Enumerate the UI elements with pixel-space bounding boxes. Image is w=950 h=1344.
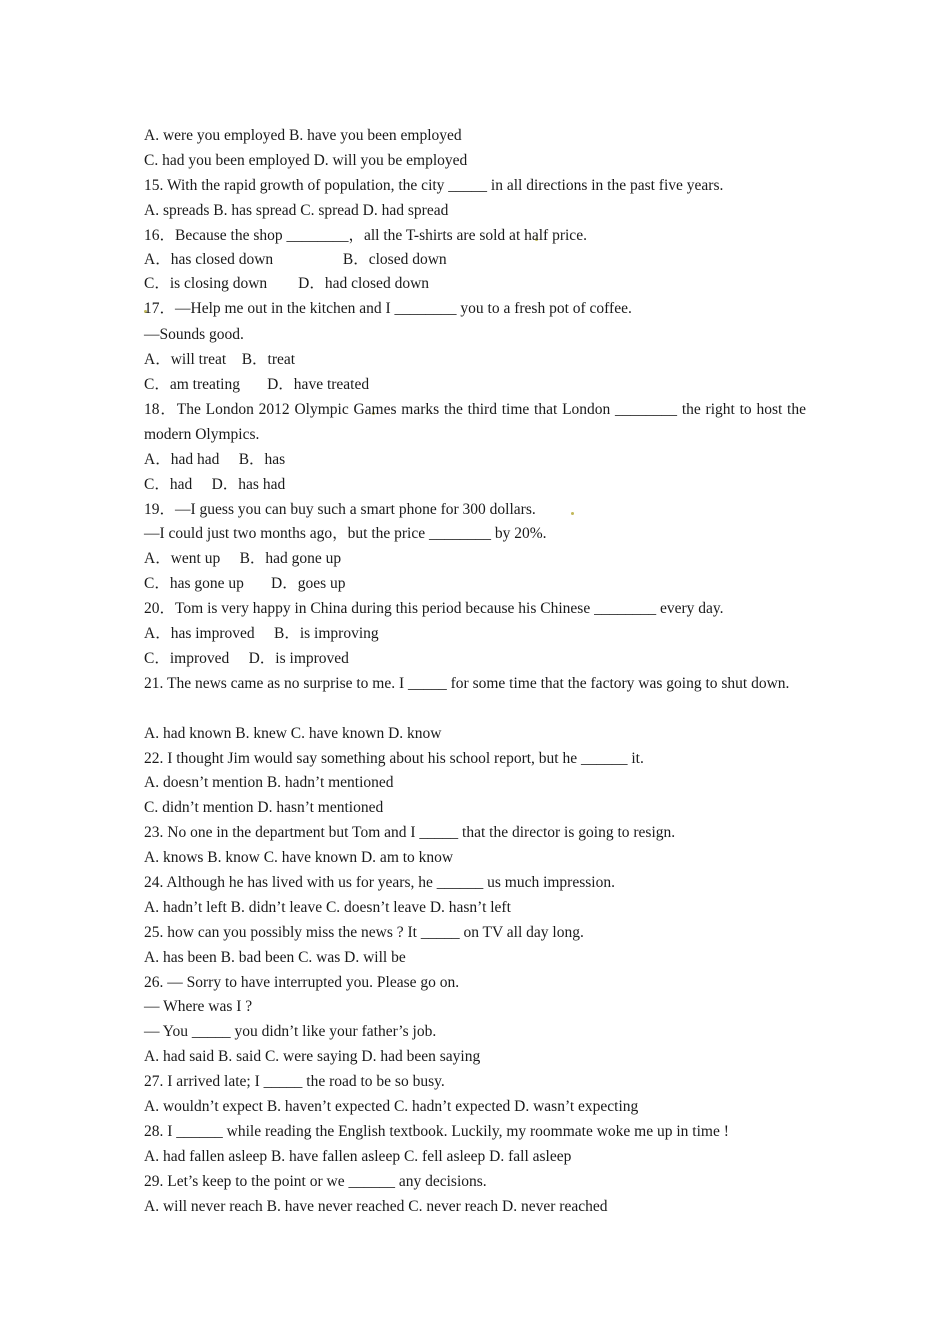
option-line: C. didn’t mention D. hasn’t mentioned [144, 799, 384, 817]
option-line: A. had fallen asleep B. have fallen asleep C. fell asleep D. fall asleep [144, 1147, 572, 1165]
option-line: A. will never reach B. have never reached C. never reach D. never reached [144, 1197, 608, 1215]
question-line: 21. The news came as no surprise to me. I _____ for some time that the factory was going to shut down. [144, 674, 790, 692]
question-line: 23. No one in the department but Tom and I _____ that the director is going to resign. [144, 824, 676, 842]
question-line: 20．Tom is very happy in China during this period because his Chinese ________ every day. [144, 600, 724, 618]
dialogue-line: — You _____ you didn’t like your father’s job. [144, 1023, 437, 1041]
dialogue-line: — Where was I ? [144, 998, 253, 1016]
option-line: A. has been B. bad been C. was D. will be [144, 948, 406, 966]
option-line: A. hadn’t left B. didn’t leave C. doesn’t leave D. hasn’t left [144, 898, 511, 916]
option-line: C．had D．has had [144, 475, 286, 493]
dialogue-line: —I could just two months ago，but the price ________ by 20%. [144, 525, 547, 543]
question-line: 28. I ______ while reading the English textbook. Luckily, my roommate woke me up in time ! [144, 1122, 729, 1140]
option-line: A．went up B．had gone up [144, 550, 342, 568]
option-line: A. wouldn’t expect B. haven’t expected C. hadn’t expected D. wasn’t expecting [144, 1097, 639, 1115]
option-line: A. had known B. knew C. have known D. know [144, 724, 442, 742]
option-line: A. had said B. said C. were saying D. had been saying [144, 1048, 481, 1066]
option-line: C. had you been employed D. will you be employed [144, 151, 468, 169]
option-line: C．has gone up D．goes up [144, 575, 346, 593]
dialogue-line: —Sounds good. [144, 326, 244, 344]
question-line: 16．Because the shop ________，all the T-shirts are sold at half price. [144, 226, 587, 244]
option-line: A．has closed down B．closed down [144, 251, 447, 269]
option-line: C．is closing down D．had closed down [144, 275, 430, 293]
question-line: 22. I thought Jim would say something about his school report, but he ______ it. [144, 749, 644, 767]
question-line: 17．—Help me out in the kitchen and I ________ you to a fresh pot of coffee. [144, 300, 632, 318]
option-line: A．had had B．has [144, 450, 286, 468]
question-line: 26. — Sorry to have interrupted you. Please go on. [144, 973, 460, 991]
option-line: A. spreads B. has spread C. spread D. had spread [144, 201, 449, 219]
question-line: 24. Although he has lived with us for years, he ______ us much impression. [144, 873, 615, 891]
option-line: A. doesn’t mention B. hadn’t mentioned [144, 774, 394, 792]
question-list [144, 124, 806, 1219]
option-line: A. were you employed B. have you been employed [144, 127, 462, 144]
question-line: 19．—I guess you can buy such a smart phone for 300 dollars. [144, 500, 536, 518]
option-line: C．improved D．is improved [144, 649, 349, 667]
option-line: A. knows B. know C. have known D. am to know [144, 849, 454, 867]
option-line: A．has improved B．is improving [144, 625, 379, 643]
question-line: 18．The London 2012 Olympic Games marks the third time that London ________ the right to host the modern Olympics. [144, 401, 806, 443]
question-line: 25. how can you possibly miss the news ? It _____ on TV all day long. [144, 923, 584, 941]
question-line: 15. With the rapid growth of population, the city _____ in all directions in the past five years. [144, 176, 724, 194]
option-line: C．am treating D．have treated [144, 376, 370, 394]
question-line: 27. I arrived late; I _____ the road to be so busy. [144, 1073, 445, 1091]
option-line: A．will treat B．treat [144, 351, 296, 369]
question-line: 29. Let’s keep to the point or we ______ any decisions. [144, 1172, 487, 1190]
